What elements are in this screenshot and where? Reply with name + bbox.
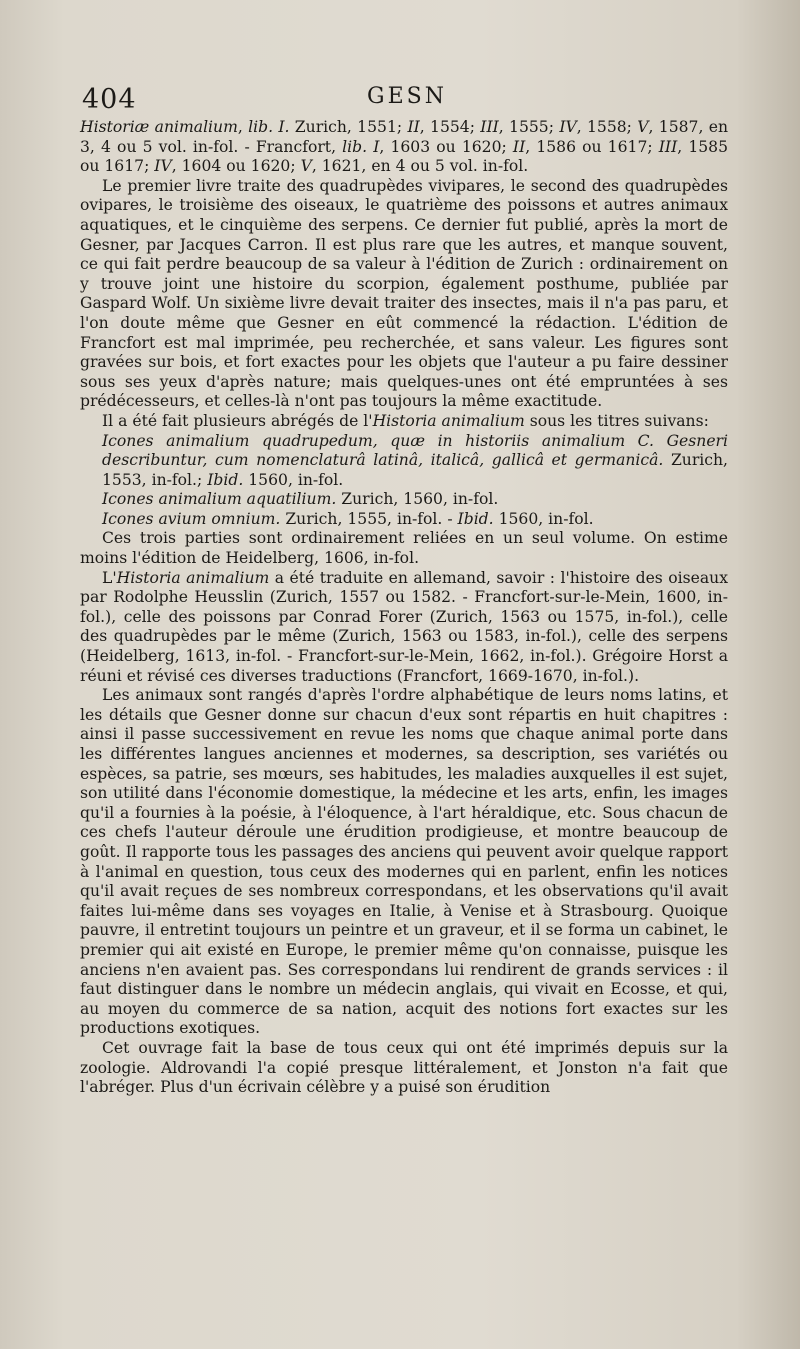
italic-text: Icones avium omnium. xyxy=(102,509,281,528)
italic-text: Historiæ animalium xyxy=(80,118,238,136)
text-run: Cet ouvrage fait la base de tous ceux qui ont été imprimés depuis sur la zoologie. Aldrovandi l'a copié presque littéralement, et Jonston n'a fait que l'abréger. Plus d'un écrivain célèbre y a puisé son érudition xyxy=(80,1038,728,1097)
italic-text: IV xyxy=(154,157,172,176)
paragraph xyxy=(80,529,728,568)
text-run: Ces trois parties sont ordinairement reliées en un seul volume. On estime moins l'édition de Heidelberg, 1606, in-fol. xyxy=(80,529,728,568)
bibliography-entry xyxy=(80,510,728,530)
text-run: , 1555; xyxy=(498,118,560,136)
paragraph xyxy=(80,686,728,1039)
text-run: Les animaux sont rangés d'après l'ordre alphabétique de leurs noms latins, et les détails que Gesner donne sur chacun d'eux sont répartis en huit chapitres : ainsi il passe successivement en revue les noms que chaque animal porte dans les différentes langues anciennes et modernes, sa description, ses variétés ou espèces, sa patrie, ses mœurs, ses habitudes, les maladies auxquelles il est sujet, son utilité dans l'économie domestique, la médecine et les arts, enfin, les images qu'il a fournies à la poésie, à l'éloquence, à l'art héraldique, etc. Sous chacun de ces chefs l'auteur déroule une érudition prodigieuse, et montre beaucoup de goût. Il rapporte tous les passages des anciens qui peuvent avoir quelque rapport à l'animal en question, tous ceux des modernes qui en parlent, enfin les notices qu'il avait reçues de ses nombreux correspondans, et les observations qu'il avait faites lui-même dans ses voyages en Italie, à Venise et à Strasbourg. Quoique pauvre, il entretint toujours un peintre et un graveur, et il se forma un cabinet, le premier qui ait existé en Europe, le premier même qu'on connaisse, puisque les anciens n'en avaient pas. Ses correspondans lui rendirent de grands services : il faut distinguer dans le nombre un médecin anglais, qui vivait en Ecosse, et qui, au moyen du commerce de sa nation, acquit des notions fort exactes sur les productions exotiques. xyxy=(80,686,728,1038)
text-run: , 1603 ou 1620; xyxy=(379,137,513,156)
italic-text: III xyxy=(658,137,678,156)
text-run: Zurich, 1551; xyxy=(289,118,408,136)
page-header xyxy=(82,80,732,116)
text-run: Il a été fait plusieurs abrégés de l' xyxy=(102,411,373,430)
text-run: , 1604 ou 1620; xyxy=(171,157,301,176)
running-head: GESN xyxy=(367,84,447,109)
italic-text: III xyxy=(480,118,499,136)
italic-text: lib. I. xyxy=(248,118,290,136)
paragraph xyxy=(80,412,728,432)
text-run: L' xyxy=(102,568,117,587)
text-run: Le premier livre traite des quadrupèdes vivipares, le second des quadrupèdes ovipares, le troisième des oiseaux, le quatrième des poissons et autres animaux aquatiques, et le cinquième des serpens. Ce dernier fut publié, après la mort de Gesner, par Jacques Carron. Il est plus rare que les autres, et manque souvent, ce qui fait perdre beaucoup de sa valeur à l'édition de Zurich : ordinairement on y trouve joint une histoire du scorpion, également posthume, publiée par Gaspard Wolf. Un sixième livre devait traiter des insectes, mais il n'a pas paru, et l'on doute même que Gesner en eût commencé la rédaction. L'édition de Francfort est mal imprimée, peu recherchée, et sans valeur. Les figures sont gravées sur bois, et fort exactes pour les objets que l'auteur a pu faire dessiner sous ses yeux d'après nature; mais quelques-unes ont été empruntées à ses prédécesseurs, et celles-là n'ont pas toujours la même exactitude. xyxy=(80,176,728,411)
italic-text: Ibid. xyxy=(207,470,244,489)
italic-text: Historia animalium xyxy=(372,411,525,430)
paragraph xyxy=(80,118,728,177)
bibliography-entry xyxy=(80,432,728,491)
paragraph xyxy=(80,569,728,687)
text-run: sous les titres suivans: xyxy=(524,411,709,430)
text-run: , 1558; xyxy=(576,118,638,136)
italic-text: V xyxy=(637,118,649,136)
italic-text: II xyxy=(512,137,526,156)
italic-text: Historia animalium xyxy=(116,568,270,587)
italic-text: V xyxy=(300,157,312,176)
text-run: , 1554; xyxy=(419,118,481,136)
italic-text: Icones animalium aquatilium. xyxy=(102,490,337,509)
italic-text: IV xyxy=(559,118,577,136)
text-run: , 1587, en 3, 4 ou 5 vol. in-fol. - Francfort, xyxy=(80,118,729,156)
italic-text: lib. I xyxy=(342,137,380,156)
text-run: 1560, in-fol. xyxy=(243,470,344,489)
text-run: 1560, in-fol. xyxy=(493,509,594,528)
page-number: 404 xyxy=(82,84,137,115)
paragraph xyxy=(80,177,728,412)
text-run: , 1585 ou 1617; xyxy=(80,137,729,176)
bibliography-entry xyxy=(80,490,728,510)
text-run: , 1621, en 4 ou 5 vol. in-fol. xyxy=(311,157,529,176)
text-run: Zurich, 1553, in-fol.; xyxy=(102,451,729,489)
text-run: Zurich, 1555, in-fol. - xyxy=(280,509,458,528)
italic-text: Ibid. xyxy=(457,509,494,528)
italic-text: Icones animalium quadrupedum, quæ in historiis animalium C. Gesneri describuntur, cum nomenclaturâ latinâ, italicâ, gallicâ et germanicâ. xyxy=(102,431,728,470)
body-text xyxy=(80,118,728,1098)
text-run: , xyxy=(237,118,249,136)
text-run: Zurich, 1560, in-fol. xyxy=(336,490,499,509)
text-run: , 1586 ou 1617; xyxy=(525,137,659,156)
italic-text: II xyxy=(407,118,420,136)
text-run: a été traduite en allemand, savoir : l'histoire des oiseaux par Rodolphe Heusslin (Zurich, 1557 ou 1582. - Francfort-sur-le-Mein, 1600, in-fol.), celle des poissons par Conrad Forer (Zurich, 1563 ou 1575, in-fol.), celle des quadrupèdes par le même (Zurich, 1563 ou 1583, in-fol.), celle des serpens (Heidelberg, 1613, in-fol. - Francfort-sur-le-Mein, 1662, in-fol.). Grégoire Horst a réuni et révisé ces diverses traductions (Francfort, 1669-1670, in-fol.). xyxy=(80,568,728,685)
paragraph xyxy=(80,1039,728,1098)
